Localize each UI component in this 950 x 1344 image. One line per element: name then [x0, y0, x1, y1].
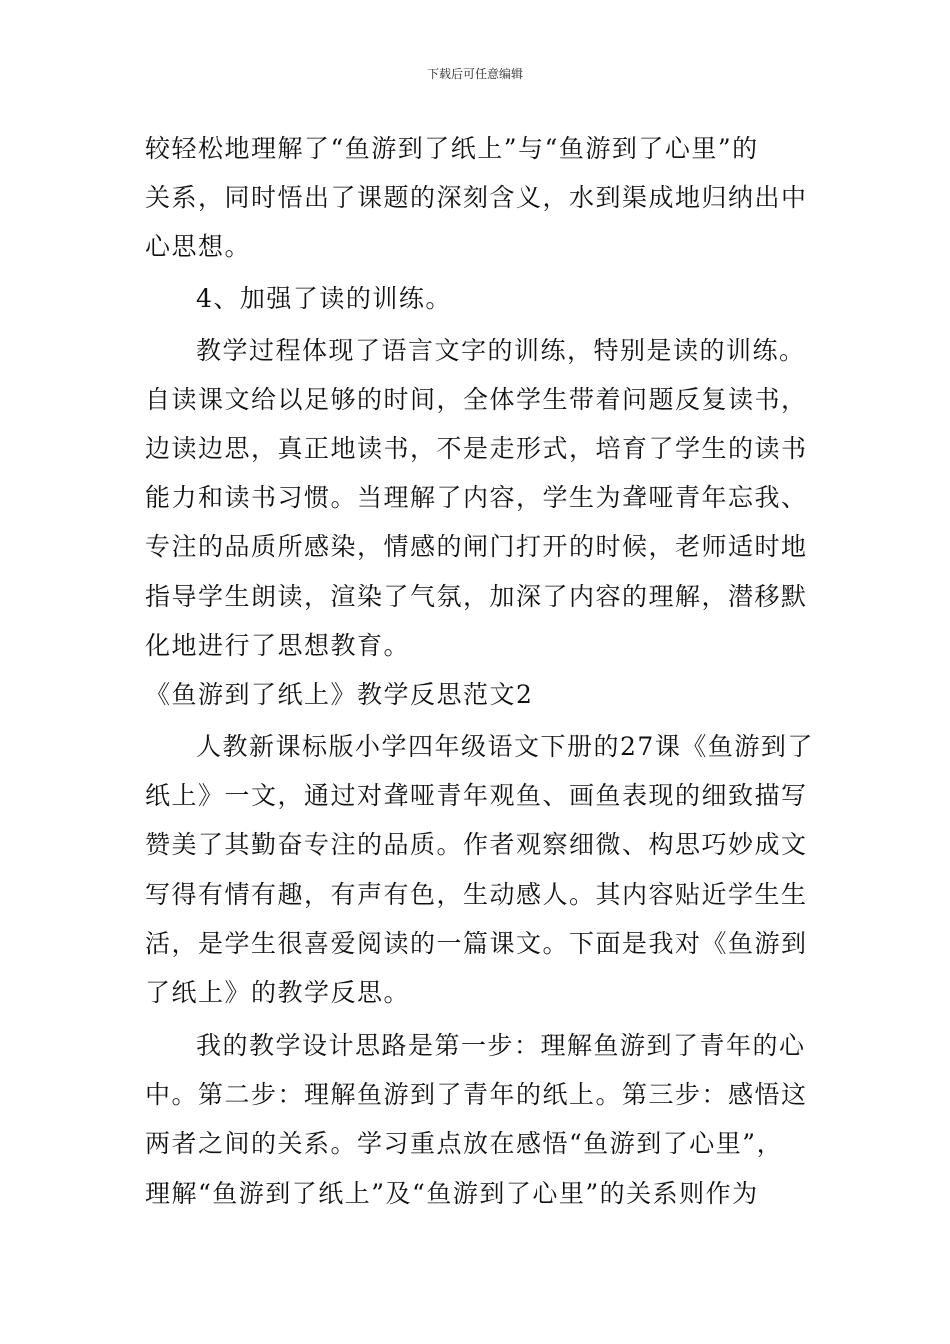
text-line: 能力和读书习惯。当理解了内容，学生为聋哑青年忘我、: [145, 483, 808, 512]
section-item-heading: 4、加强了读的训练。: [196, 284, 452, 313]
text-line: 写得有情有趣，有声有色，生动感人。其内容贴近学生生: [145, 880, 808, 909]
text-line: 心思想。: [145, 232, 252, 261]
article-title: 《鱼游到了纸上》教学反思范文2: [145, 680, 534, 709]
text-line: 理解“鱼游到了纸上”及“鱼游到了心里”的关系则作为: [145, 1179, 759, 1208]
text-line: 中。第二步：理解鱼游到了青年的纸上。第三步：感悟这: [145, 1080, 808, 1109]
page-header: 下载后可任意编辑: [426, 67, 523, 81]
text-line: 了纸上》的教学反思。: [145, 978, 411, 1007]
text-line: 两者之间的关系。学习重点放在感悟“鱼游到了心里”，: [145, 1129, 784, 1158]
text-line: 化地进行了思想教育。: [145, 631, 411, 660]
text-line: 我的教学设计思路是第一步：理解鱼游到了青年的心: [196, 1031, 806, 1060]
text-line: 人教新课标版小学四年级语文下册的27课《鱼游到了: [196, 732, 814, 761]
text-line: 赞美了其勤奋专注的品质。作者观察细微、构思巧妙成文: [145, 830, 808, 859]
text-line: 活，是学生很喜爱阅读的一篇课文。下面是我对《鱼游到: [145, 929, 808, 958]
text-line: 专注的品质所感染，情感的闸门打开的时候，老师适时地: [145, 532, 808, 561]
text-line: 较轻松地理解了“鱼游到了纸上”与“鱼游到了心里”的: [145, 134, 759, 163]
text-line: 纸上》一文，通过对聋哑青年观鱼、画鱼表现的细致描写: [145, 781, 808, 810]
text-line: 自读课文给以足够的时间，全体学生带着问题反复读书，: [145, 385, 808, 414]
text-line: 教学过程体现了语言文字的训练，特别是读的训练。: [196, 336, 806, 365]
text-line: 指导学生朗读，渲染了气氛，加深了内容的理解，潜移默: [145, 582, 808, 611]
text-line: 边读边思，真正地读书，不是走形式，培育了学生的读书: [145, 434, 808, 463]
text-line: 关系，同时悟出了课题的深刻含义，水到渠成地归纳出中: [145, 183, 808, 212]
